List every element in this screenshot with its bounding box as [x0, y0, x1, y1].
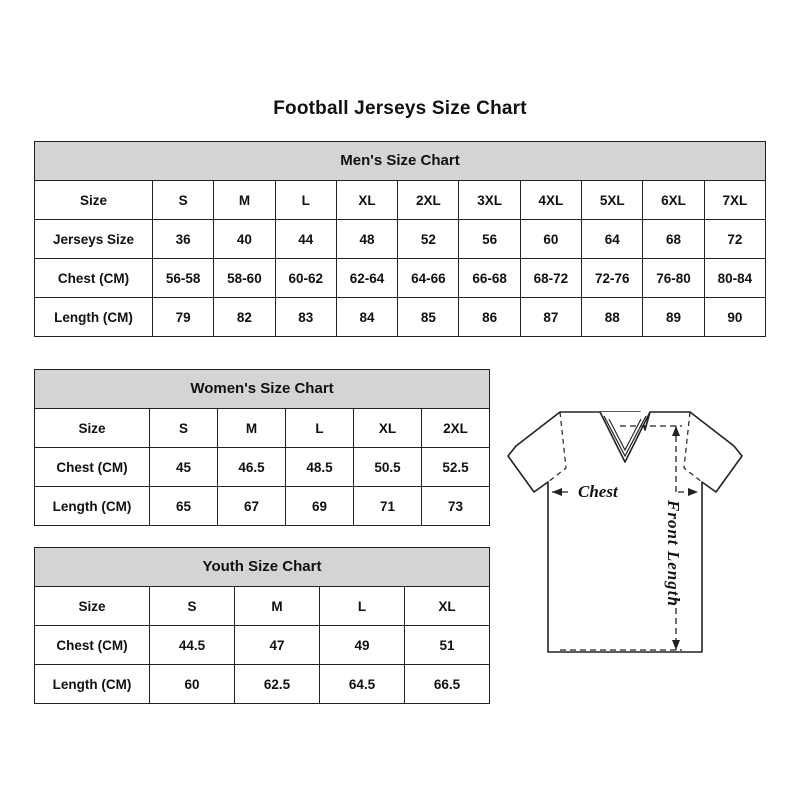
table-row [35, 298, 766, 337]
mens-size-chart [34, 141, 766, 337]
table-cell: 66.5 [405, 665, 490, 704]
table-cell: 56-58 [153, 259, 214, 298]
column-header: M [235, 587, 320, 626]
table-cell: 60 [150, 665, 235, 704]
column-header-size: Size [35, 181, 153, 220]
table-cell: 68 [643, 220, 704, 259]
table-cell: 86 [459, 298, 520, 337]
table-cell: 68-72 [520, 259, 581, 298]
chest-measure-label: Chest [578, 482, 618, 501]
row-label: Jerseys Size [35, 220, 153, 259]
table-cell: 36 [153, 220, 214, 259]
table-header-row [35, 409, 490, 448]
column-header: M [214, 181, 275, 220]
mens-table-title: Men's Size Chart [34, 141, 766, 180]
table-cell: 72-76 [582, 259, 643, 298]
table-cell: 40 [214, 220, 275, 259]
table-cell: 82 [214, 298, 275, 337]
table-cell: 60 [520, 220, 581, 259]
front-length-measure-label: Front Length [664, 500, 683, 607]
table-cell: 67 [218, 487, 286, 526]
column-header-size: Size [35, 409, 150, 448]
column-header: L [286, 409, 354, 448]
table-cell: 44.5 [150, 626, 235, 665]
column-header: 7XL [704, 181, 765, 220]
table-cell: 52 [398, 220, 459, 259]
youth-table-title: Youth Size Chart [34, 547, 490, 586]
table-cell: 45 [150, 448, 218, 487]
table-cell: 76-80 [643, 259, 704, 298]
column-header: S [150, 587, 235, 626]
table-cell: 48 [336, 220, 397, 259]
table-row [35, 259, 766, 298]
table-cell: 52.5 [422, 448, 490, 487]
column-header: 2XL [398, 181, 459, 220]
womens-size-table [34, 369, 490, 526]
page-title: Football Jerseys Size Chart [273, 98, 527, 119]
column-header: XL [405, 587, 490, 626]
table-cell: 83 [275, 298, 336, 337]
table-cell: 62.5 [235, 665, 320, 704]
table-cell: 80-84 [704, 259, 765, 298]
column-header: S [153, 181, 214, 220]
table-cell: 89 [643, 298, 704, 337]
table-cell: 48.5 [286, 448, 354, 487]
mens-size-table [34, 141, 766, 337]
column-header-size: Size [35, 587, 150, 626]
table-cell: 64-66 [398, 259, 459, 298]
womens-size-chart [34, 369, 490, 526]
column-header: XL [354, 409, 422, 448]
table-row [35, 665, 490, 704]
row-label: Length (CM) [35, 298, 153, 337]
row-label: Length (CM) [35, 665, 150, 704]
table-cell: 65 [150, 487, 218, 526]
column-header: 4XL [520, 181, 581, 220]
column-header: M [218, 409, 286, 448]
table-cell: 90 [704, 298, 765, 337]
table-cell: 46.5 [218, 448, 286, 487]
column-header: 2XL [422, 409, 490, 448]
table-row [35, 487, 490, 526]
tshirt-outline-icon [500, 400, 790, 700]
table-cell: 66-68 [459, 259, 520, 298]
table-cell: 44 [275, 220, 336, 259]
table-cell: 64.5 [320, 665, 405, 704]
table-cell: 47 [235, 626, 320, 665]
row-label: Chest (CM) [35, 626, 150, 665]
row-label: Chest (CM) [35, 259, 153, 298]
row-label: Chest (CM) [35, 448, 150, 487]
table-cell: 51 [405, 626, 490, 665]
youth-size-table [34, 547, 490, 704]
tshirt-measurement-diagram [500, 400, 790, 700]
table-cell: 64 [582, 220, 643, 259]
table-header-row [35, 181, 766, 220]
column-header: L [275, 181, 336, 220]
row-label: Length (CM) [35, 487, 150, 526]
table-cell: 49 [320, 626, 405, 665]
table-cell: 88 [582, 298, 643, 337]
table-cell: 85 [398, 298, 459, 337]
table-row [35, 448, 490, 487]
column-header: 5XL [582, 181, 643, 220]
table-cell: 60-62 [275, 259, 336, 298]
table-header-row [35, 587, 490, 626]
column-header: S [150, 409, 218, 448]
table-cell: 71 [354, 487, 422, 526]
table-row [35, 220, 766, 259]
table-cell: 58-60 [214, 259, 275, 298]
column-header: XL [336, 181, 397, 220]
column-header: L [320, 587, 405, 626]
table-cell: 56 [459, 220, 520, 259]
table-cell: 79 [153, 298, 214, 337]
table-cell: 72 [704, 220, 765, 259]
column-header: 6XL [643, 181, 704, 220]
table-cell: 69 [286, 487, 354, 526]
column-header: 3XL [459, 181, 520, 220]
table-cell: 62-64 [336, 259, 397, 298]
table-cell: 50.5 [354, 448, 422, 487]
table-row [35, 626, 490, 665]
table-cell: 73 [422, 487, 490, 526]
youth-size-chart [34, 547, 490, 704]
table-cell: 87 [520, 298, 581, 337]
table-cell: 84 [336, 298, 397, 337]
womens-table-title: Women's Size Chart [34, 369, 490, 408]
